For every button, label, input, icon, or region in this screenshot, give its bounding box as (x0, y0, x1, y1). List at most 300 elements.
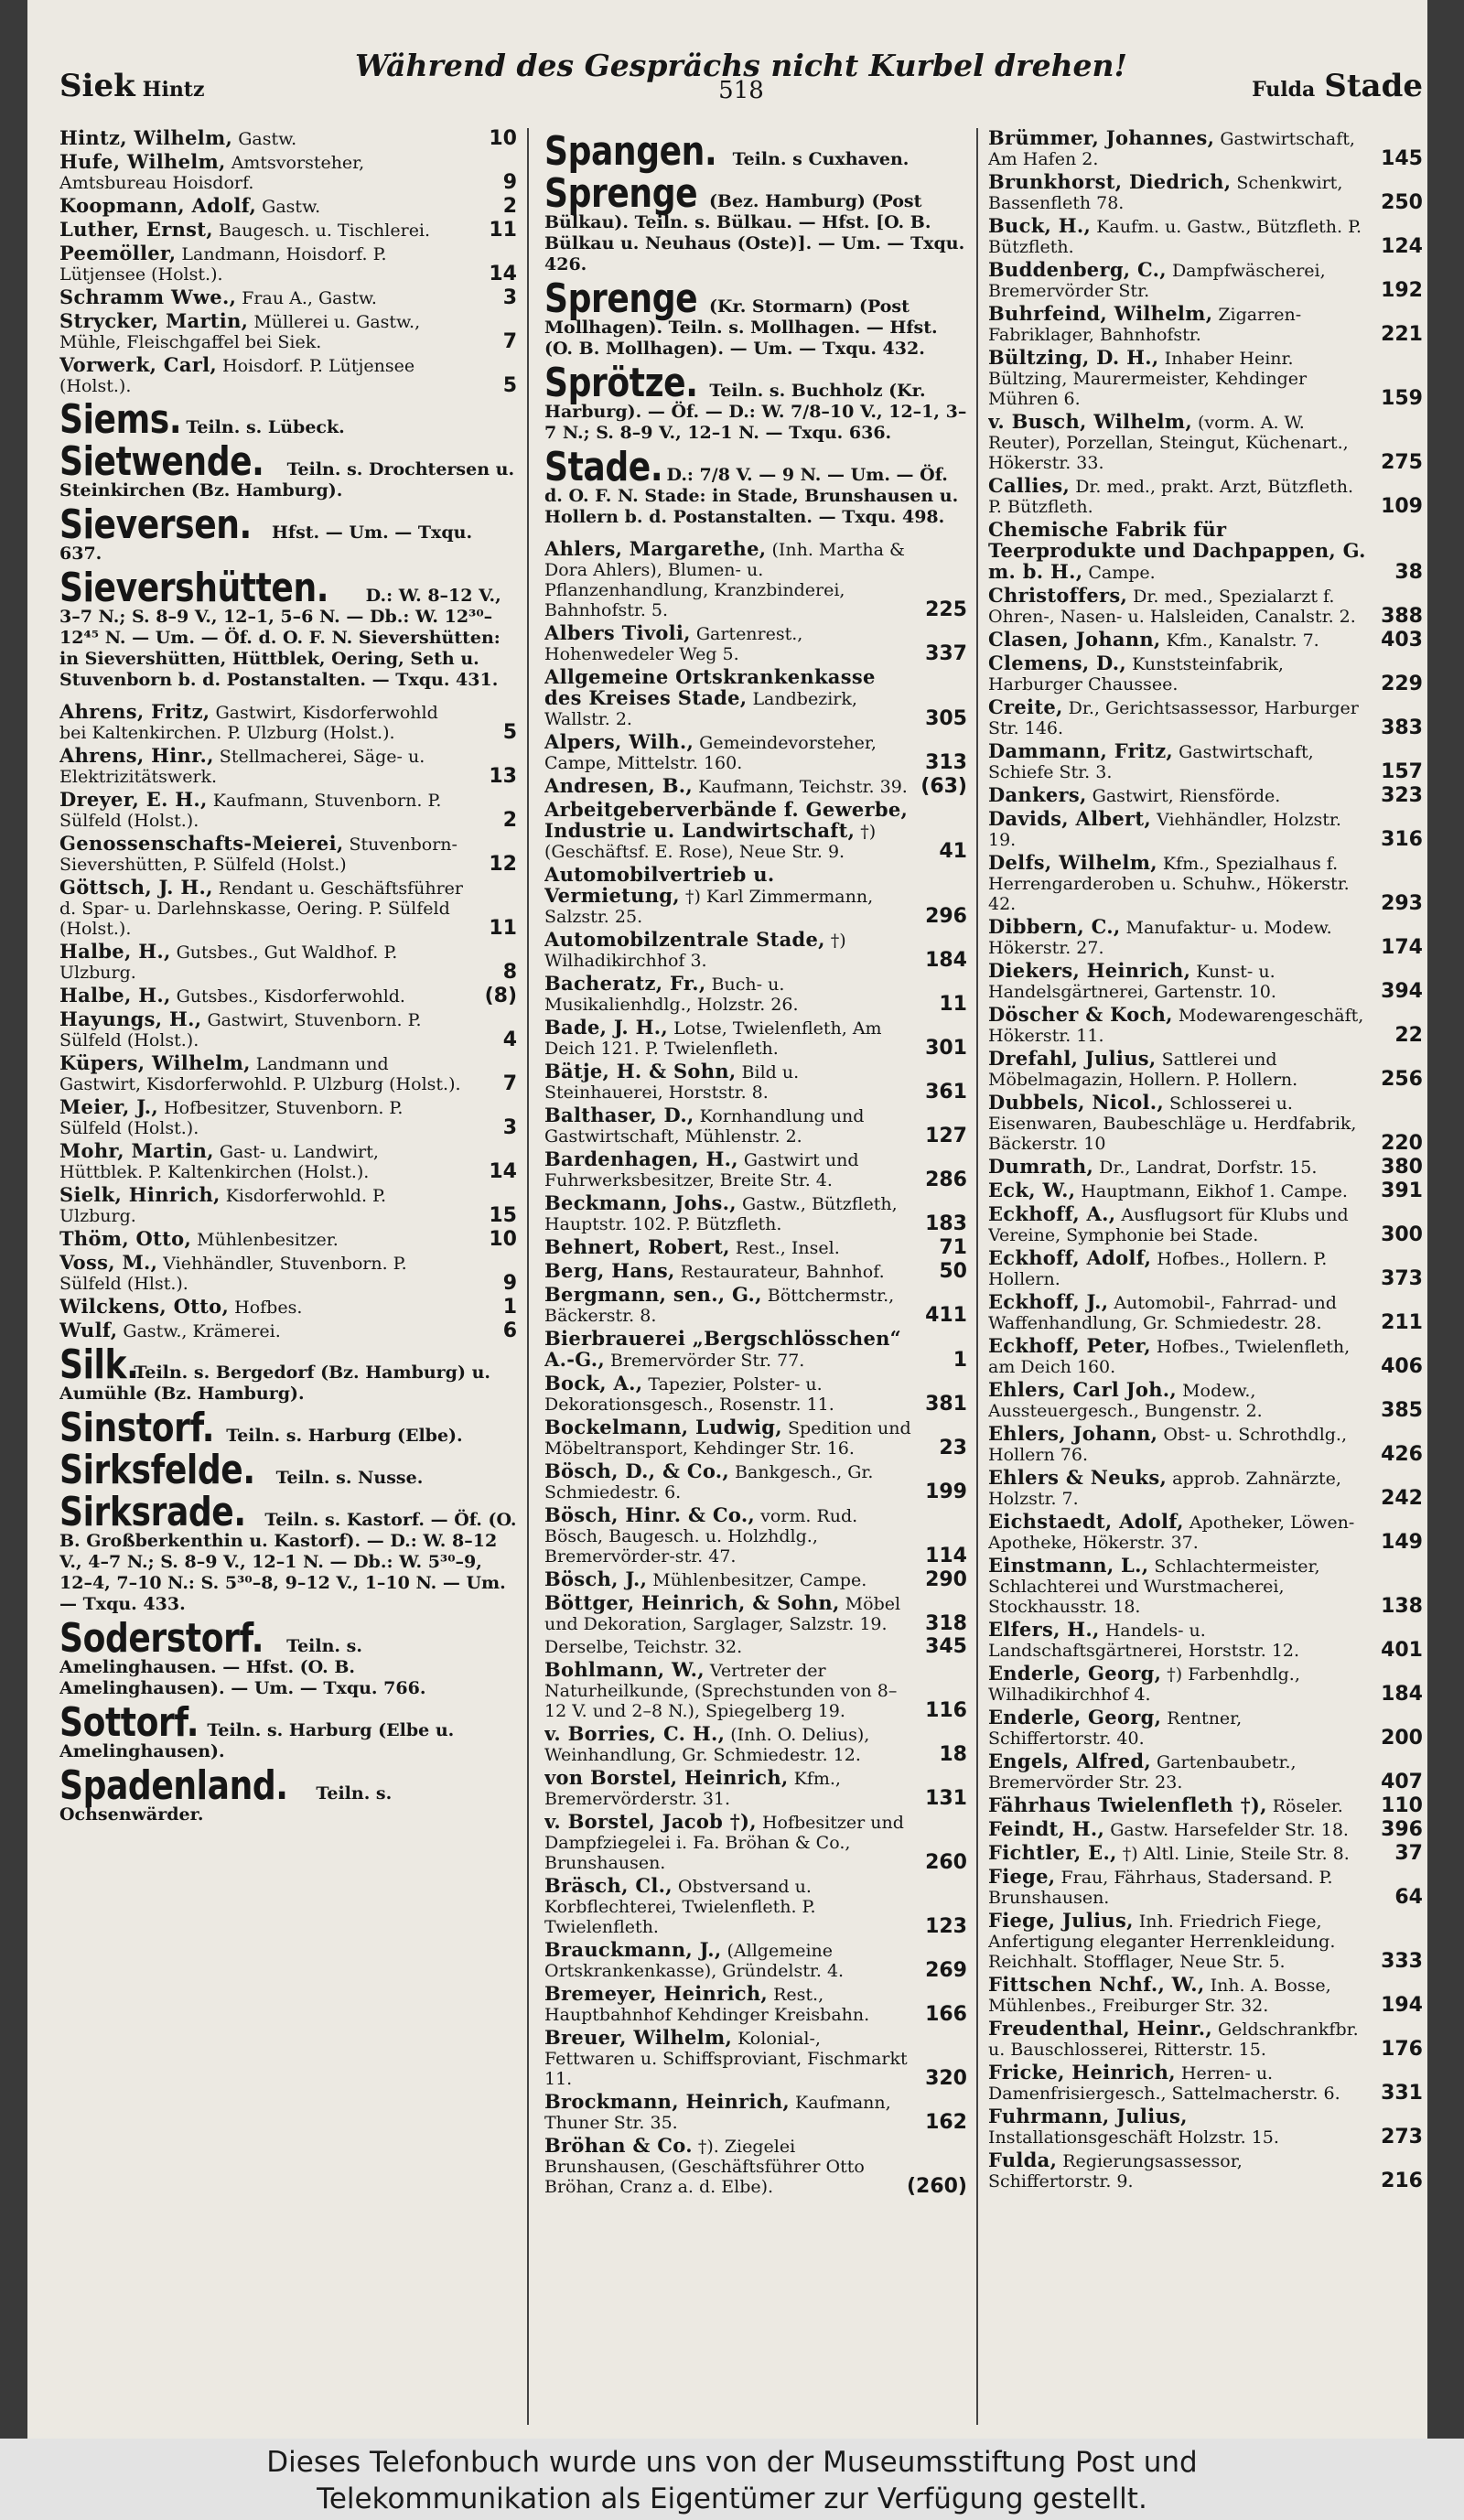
place-info: Hfst. — Um. — Txqu. 637. (59, 522, 473, 564)
subscriber-details: Gastwirtschaft, Schiefe Str. 3. (988, 742, 1314, 782)
subscriber-entry (59, 1253, 517, 1294)
subscriber-entry (988, 1751, 1423, 1793)
subscriber-details: Hofbes. (234, 1298, 303, 1318)
phone-number: 50 (939, 1260, 967, 1283)
subscriber-entry (544, 865, 967, 927)
subscriber-entry (59, 1320, 517, 1341)
subscriber-details: Kaufmann, Thuner Str. 35. (544, 2093, 891, 2133)
subscriber-entry (988, 1005, 1423, 1046)
phone-number: 3 (502, 1116, 517, 1139)
subscriber-entry (988, 1049, 1423, 1090)
phone-number: 131 (925, 1787, 967, 1810)
phone-number: 273 (1381, 2126, 1423, 2148)
place-heading (59, 1489, 517, 1615)
subscriber-name: Göttsch, J. H., (59, 876, 213, 899)
subscriber-details: Hauptmann, Eikhof 1. Campe. (1081, 1181, 1348, 1201)
subscriber-details: Hofbes., Twielenfleth, am Deich 160. (988, 1337, 1351, 1377)
subscriber-entry (544, 930, 967, 971)
subscriber-entry (544, 1461, 967, 1502)
subscriber-name: Hintz, Wilhelm, (59, 128, 233, 149)
subscriber-entry (59, 1097, 517, 1138)
phone-number: 2 (502, 809, 517, 832)
phone-number: 361 (925, 1081, 967, 1104)
subscriber-details: Baugesch. u. Tischlerei. (218, 221, 431, 241)
phone-number: 396 (1381, 1818, 1423, 1841)
phone-number: 316 (1381, 828, 1423, 851)
phone-number: 192 (1381, 279, 1423, 302)
subscriber-name: Dubbels, Nicol., (988, 1091, 1164, 1114)
phone-number: 9 (502, 1272, 517, 1295)
subscriber-details: Obstversand u. Korbflechterei, Twielenfleth. P. Twielenfleth. (544, 1877, 816, 1937)
place-info: Teiln. s. Kastorf. — Öf. (O. B. Großberkenthin u. Kastorf). — D.: W. 8–12 V., 4–7 N.; S. 8–9 V., 12–1 N. — Db.: W. 5³⁰–9, 12–4, 7–10 N.: S. 5³⁰–8, 9–12 V., 1–10 N. — Um. — Txqu. 433. (59, 1510, 517, 1614)
subscriber-name: Drefahl, Julius, (988, 1047, 1157, 1070)
place-info: Teiln. s. Bergedorf (Bz. Hamburg) u. Aumühle (Bz. Hamburg). (59, 1362, 490, 1404)
subscriber-entry (988, 1867, 1423, 1908)
phone-number: 184 (1381, 1683, 1423, 1706)
page-header (59, 48, 1423, 110)
subscriber-name: Luther, Ernst, (59, 218, 213, 241)
subscriber-entry (544, 1637, 967, 1657)
subscriber-details: Hofbes., Hollern. P. Hollern. (988, 1249, 1328, 1289)
subscriber-name: Küpers, Wilhelm, (59, 1051, 251, 1074)
subscriber-name: Ahrens, Fritz, (59, 700, 210, 723)
subscriber-details: Viehhändler, Holzstr. 19. (988, 810, 1341, 850)
footer-line-2: Telekommunikation als Eigentümer zur Verfügung gestellt. (317, 2482, 1147, 2515)
subscriber-name: Berg, Hans, (544, 1259, 675, 1282)
subscriber-details: Sattlerei und Möbelmagazin, Hollern. P. Hollern. (988, 1050, 1298, 1090)
subscriber-details: Dr., Gerichtsassessor, Harburger Str. 146. (988, 698, 1359, 738)
place-heading (59, 1762, 517, 1825)
phone-number: 331 (1381, 2082, 1423, 2105)
phone-number: 114 (925, 1545, 967, 1567)
subscriber-entry (59, 1297, 517, 1318)
phone-number: 11 (489, 219, 517, 242)
subscriber-name: Eckhoff, Adolf, (988, 1246, 1152, 1269)
phone-number: 11 (939, 993, 967, 1016)
subscriber-entry (59, 287, 517, 308)
subscriber-name: Callies, (988, 474, 1071, 497)
phone-number: 229 (1381, 673, 1423, 695)
place-name: Sprötze. (544, 360, 698, 406)
subscriber-details: Gastwirt und Fuhrwerksbesitzer, Breite Str. 4. (544, 1150, 859, 1190)
subscriber-name: Strycker, Martin, (59, 309, 249, 332)
subscriber-details: approb. Zahnärzte, Holzstr. 7. (988, 1469, 1341, 1509)
subscriber-name: Schramm Wwe., (59, 285, 237, 308)
subscriber-entry (59, 985, 517, 1007)
phone-number: 5 (502, 721, 517, 744)
subscriber-entry (544, 800, 967, 862)
subscriber-name: Automobilvertrieb u. Vermietung, (544, 863, 775, 907)
page-number: 518 (718, 77, 764, 104)
place-heading (59, 1699, 517, 1762)
subscriber-details: Landbezirk, Wallstr. 2. (544, 689, 857, 729)
header-left-place: Siek (59, 68, 135, 104)
phone-number: 200 (1381, 1727, 1423, 1750)
phone-number: 162 (925, 2111, 967, 2134)
place-heading (544, 170, 967, 275)
phone-number: 220 (1381, 1132, 1423, 1155)
subscriber-details: Lotse, Twielenfleth, Am Deich 121. P. Twielenfleth. (544, 1018, 882, 1059)
subscriber-details: vorm. Rud. Bösch, Baugesch. u. Holzhdlg., Bremervörder-str. 47. (544, 1506, 858, 1567)
subscriber-details: Hofbesitzer, Stuvenborn. P. Sülfeld (Holst.). (59, 1098, 404, 1138)
subscriber-details: Stellmacherei, Säge- u. Elektrizitätswerk. (59, 747, 425, 787)
subscriber-name: Einstmann, L., (988, 1554, 1149, 1577)
subscriber-details: Mühlenbesitzer, Campe. (652, 1570, 867, 1590)
subscriber-name: v. Borries, C. H., (544, 1722, 726, 1745)
subscriber-name: Behnert, Robert, (544, 1235, 730, 1258)
subscriber-details: Gastwirt, Riensförde. (1092, 786, 1281, 806)
subscriber-details: Herren- u. Damenfrisiergesch., Sattelmacherstr. 6. (988, 2063, 1340, 2104)
subscriber-details: Mühlenbesitzer. (197, 1230, 339, 1250)
place-heading (544, 360, 967, 444)
place-heading (59, 438, 517, 501)
subscriber-details: Gastw., Bützfleth, Hauptstr. 102. P. Bützfleth. (544, 1194, 898, 1234)
phone-number: 216 (1381, 2170, 1423, 2192)
phone-number: 391 (1381, 1179, 1423, 1202)
phone-number: 211 (1381, 1311, 1423, 1334)
phone-number: 406 (1381, 1355, 1423, 1378)
subscriber-name: Elfers, H., (988, 1618, 1100, 1641)
place-name: Stade. (544, 444, 663, 490)
subscriber-name: Clemens, D., (988, 652, 1127, 674)
subscriber-details: Stuvenborn-Sievershütten, P. Sülfeld (Holst.) (59, 835, 458, 875)
phone-number: 411 (925, 1304, 967, 1327)
phone-number: 12 (489, 853, 517, 876)
phone-number: 225 (925, 598, 967, 621)
subscriber-name: Bacheratz, Fr., (544, 972, 706, 995)
phone-number: 110 (1381, 1794, 1423, 1817)
subscriber-details: Landmann, Hoisdorf. P. Lütjensee (Holst.). (59, 244, 387, 285)
place-heading (59, 501, 517, 565)
subscriber-entry (988, 2106, 1423, 2148)
subscriber-details: Zigarren-Fabriklager, Bahnhofstr. (988, 305, 1302, 345)
phone-number: 407 (1381, 1771, 1423, 1793)
phone-number: 127 (925, 1125, 967, 1147)
subscriber-name: Bohlmann, W., (544, 1658, 705, 1681)
place-heading (544, 444, 967, 528)
subscriber-entry (988, 1843, 1423, 1864)
subscriber-details: (Inh. O. Delius), Weinhandlung, Gr. Schmiedestr. 12. (544, 1725, 870, 1765)
subscriber-name: Bremeyer, Heinrich, (544, 1982, 769, 2005)
place-name: Siems. (59, 396, 182, 443)
subscriber-entry (544, 623, 967, 664)
subscriber-entry (988, 304, 1423, 345)
subscriber-entry (988, 2019, 1423, 2060)
subscriber-details: Dr., Landrat, Dorfstr. 15. (1099, 1158, 1318, 1178)
subscriber-name: Dreyer, E. H., (59, 788, 208, 811)
subscriber-details: Campe. (1088, 563, 1156, 583)
phone-number: 145 (1381, 147, 1423, 170)
phone-number: 300 (1381, 1223, 1423, 1246)
subscriber-entry (59, 220, 517, 241)
place-info: Teiln. s Cuxhaven. (732, 149, 910, 169)
subscriber-details: Gastw. Harsefelder Str. 18. (1110, 1820, 1349, 1840)
subscriber-entry (59, 1185, 517, 1226)
header-notice: Während des Gesprächs nicht Kurbel drehen! (354, 48, 1128, 83)
subscriber-details: Kornhandlung und Gastwirtschaft, Mühlenstr. 2. (544, 1106, 865, 1147)
subscriber-name: Bröhan & Co. (544, 2134, 693, 2157)
subscriber-details: Regierungsassessor, Schiffertorstr. 9. (988, 2151, 1243, 2192)
phone-number: 286 (925, 1168, 967, 1191)
subscriber-details: Rest., Hauptbahnhof Kehdinger Kreisbahn. (544, 1985, 870, 2025)
subscriber-details: Gutsbes., Gut Waldhof. P. Ulzburg. (59, 942, 398, 983)
subscriber-name: Bardenhagen, H., (544, 1147, 738, 1170)
subscriber-details: Ausflugsort für Klubs und Vereine, Symphonie bei Stade. (988, 1205, 1349, 1245)
subscriber-name: Bätje, H. & Sohn, (544, 1060, 737, 1082)
phone-number: 293 (1381, 892, 1423, 915)
subscriber-name: Arbeitgeberverbände f. Gewerbe, Industrie u. Landwirtschaft, (544, 798, 909, 842)
phone-number: 123 (925, 1915, 967, 1938)
phone-number: 345 (925, 1635, 967, 1658)
subscriber-name: Hufe, Wilhelm, (59, 150, 226, 173)
subscriber-entry (544, 1768, 967, 1809)
subscriber-entry (59, 878, 517, 939)
subscriber-details: Bremervörder Str. 77. (609, 1351, 805, 1371)
subscriber-details: Obst- u. Schrothdlg., Hollern 76. (988, 1425, 1348, 1465)
subscriber-details: Frau A., Gastw. (242, 288, 377, 308)
subscriber-details: Gastwirt, Kisdorferwohld bei Kaltenkirchen. P. Ulzburg (Holst.). (59, 703, 438, 743)
subscriber-name: Eck, W., (988, 1179, 1076, 1201)
place-name: Sieversen. (59, 501, 252, 548)
subscriber-name: Genossenschafts-Meierei, (59, 832, 344, 855)
phone-number: 11 (489, 917, 517, 940)
subscriber-entry (544, 1417, 967, 1459)
subscriber-entry (988, 1157, 1423, 1178)
subscriber-details: Amtsvorsteher, Amtsbureau Hoisdorf. (59, 153, 365, 193)
phone-number: 380 (1381, 1156, 1423, 1179)
subscriber-details: Dr. med., Spezialarzt f. Ohren-, Nasen- u. Halsleiden, Canalstr. 2. (988, 587, 1356, 627)
phone-number: 256 (1381, 1068, 1423, 1091)
place-heading (59, 1341, 517, 1405)
subscriber-details: †) Farbenhdlg., Wilhadikirchhof 4. (988, 1664, 1300, 1705)
phone-number: 323 (1381, 784, 1423, 807)
place-name: Sottorf. (59, 1699, 199, 1746)
subscriber-name: Fiege, Julius, (988, 1909, 1134, 1932)
subscriber-name: Dammann, Fritz, (988, 739, 1174, 762)
subscriber-entry (988, 961, 1423, 1002)
subscriber-name: Bierbrauerei „Bergschlösschen“ A.-G., (544, 1327, 902, 1371)
subscriber-name: Ahlers, Margarethe, (544, 537, 767, 560)
subscriber-entry (544, 1984, 967, 2025)
place-name: Silk. (59, 1341, 139, 1388)
subscriber-details: Modewarengeschäft, Hökerstr. 11. (988, 1006, 1364, 1046)
phone-number: 64 (1394, 1886, 1423, 1909)
place-name: Spadenland. (59, 1762, 288, 1809)
subscriber-entry (988, 1795, 1423, 1816)
subscriber-entry (988, 653, 1423, 695)
phone-number: 4 (502, 1028, 517, 1051)
subscriber-entry (988, 809, 1423, 850)
phone-number: 426 (1381, 1443, 1423, 1466)
subscriber-entry (988, 1248, 1423, 1289)
subscriber-entry (988, 697, 1423, 738)
phone-number: 37 (1394, 1842, 1423, 1865)
subscriber-entry (59, 355, 517, 396)
subscriber-name: Halbe, H., (59, 940, 171, 963)
subscriber-entry (988, 741, 1423, 782)
subscriber-name: Bösch, D., & Co., (544, 1459, 729, 1482)
subscriber-details: Gastwirt, Stuvenborn. P. Sülfeld (Holst.). (59, 1010, 422, 1050)
subscriber-name: Bösch, J., (544, 1567, 648, 1590)
subscriber-details: Gartenbaubetr., Bremervörder Str. 23. (988, 1752, 1297, 1793)
subscriber-entry (544, 2136, 967, 2197)
subscriber-details: Manufaktur- u. Modew. Hökerstr. 27. (988, 918, 1332, 958)
place-info: D.: 7/8 V. — 9 N. — Um. — Öf. d. O. F. N. Stade: in Stade, Brunshausen u. Hollern b. d. Postanstalten. — Txqu. 498. (544, 465, 959, 527)
subscriber-entry (988, 172, 1423, 213)
subscriber-name: Bergmann, sen., G., (544, 1283, 762, 1306)
phone-number: (260) (906, 2175, 967, 2198)
subscriber-details: Inh. Friedrich Fiege, Anfertigung eleganter Herrenkleidung. Reichhalt. Stofflager, Neue Str. 5. (988, 1912, 1336, 1972)
subscriber-name: Vorwerk, Carl, (59, 353, 217, 376)
subscriber-entry (59, 834, 517, 875)
phone-number: 5 (502, 374, 517, 397)
phone-number: 199 (925, 1481, 967, 1503)
subscriber-details: Dr. med., prakt. Arzt, Bützfleth. P. Bützfleth. (988, 477, 1354, 517)
subscriber-details: Installationsgeschäft Holzstr. 15. (988, 2127, 1279, 2148)
subscriber-entry (544, 1105, 967, 1147)
phone-number: 296 (925, 905, 967, 928)
subscriber-name: Christoffers, (988, 584, 1128, 607)
header-left-name: Hintz (142, 78, 205, 102)
phone-number: 10 (489, 1228, 517, 1251)
subscriber-name: Freudenthal, Heinr., (988, 2017, 1212, 2040)
phone-number: 18 (939, 1743, 967, 1766)
place-info: Teiln. s. Nusse. (275, 1468, 424, 1488)
phone-number: 269 (925, 1959, 967, 1982)
subscriber-name: Hayungs, H., (59, 1007, 202, 1030)
subscriber-entry (544, 1593, 967, 1634)
subscriber-entry (988, 785, 1423, 806)
subscriber-details: †) Wilhadikirchhof 3. (544, 931, 846, 971)
subscriber-entry (544, 2092, 967, 2133)
place-name: Sievershütten. (59, 565, 329, 611)
subscriber-details: Gartenrest., Hohenwedeler Weg 5. (544, 624, 803, 664)
subscriber-name: Wulf, (59, 1319, 118, 1341)
place-info: (Bez. Hamburg) (Post Bülkau). Teiln. s. Bülkau. — Hfst. [O. B. Bülkau u. Neuhaus (Oste)]. — Um. — Txqu. 426. (544, 191, 965, 275)
subscriber-name: Ehlers, Carl Joh., (988, 1378, 1178, 1401)
phone-number: (8) (484, 985, 517, 1007)
subscriber-details: Bankgesch., Gr. Schmiedestr. 6. (544, 1462, 874, 1502)
subscriber-entry (544, 539, 967, 620)
subscriber-entry (988, 917, 1423, 958)
phone-number: 13 (489, 765, 517, 788)
subscriber-entry (988, 1204, 1423, 1245)
phone-number: 383 (1381, 716, 1423, 739)
phone-number: 166 (925, 2003, 967, 2026)
phone-number: 14 (489, 263, 517, 285)
subscriber-entry (544, 1373, 967, 1415)
phone-number: 313 (925, 751, 967, 774)
phone-number: 3 (502, 286, 517, 309)
subscriber-details: Apotheker, Löwen-Apotheke, Hökerstr. 37. (988, 1513, 1355, 1553)
subscriber-details: †). Ziegelei Brunshausen, (Geschäftsführer Otto Bröhan, Cranz a. d. Elbe). (544, 2137, 865, 2197)
subscriber-entry (988, 1911, 1423, 1972)
subscriber-name: Meier, J., (59, 1095, 159, 1118)
subscriber-details: Landmann und Gastwirt, Kisdorferwohld. P. Ulzburg (Holst.). (59, 1054, 461, 1094)
subscriber-entry (988, 1424, 1423, 1465)
header-right-keyword (1252, 68, 1423, 104)
footer-line-1: Dieses Telefonbuch wurde uns von der Museumsstiftung Post und (266, 2446, 1198, 2479)
subscriber-details: Dampfwäscherei, Bremervörder Str. (988, 261, 1326, 301)
subscriber-details: Kaufmann, Teichstr. 39. (698, 777, 908, 797)
subscriber-entry (544, 667, 967, 729)
phone-number: 22 (1394, 1024, 1423, 1047)
phone-number: 14 (489, 1160, 517, 1183)
subscriber-name: Buck, H., (988, 214, 1092, 237)
subscriber-details: Tapezier, Polster- u. Dekorationsgesch., Rosenstr. 11. (544, 1374, 834, 1415)
subscriber-name: Böttger, Heinrich, & Sohn, (544, 1591, 840, 1614)
phone-number: 9 (502, 171, 517, 194)
subscriber-entry (988, 260, 1423, 301)
subscriber-details: Schlosserei u. Eisenwaren, Baubeschläge u. Herdfabrik, Bäckerstr. 10 (988, 1093, 1357, 1154)
subscriber-entry (544, 1724, 967, 1765)
subscriber-details: Kaufm. u. Gastw., Bützfleth. P. Bützfleth. (988, 217, 1362, 257)
subscriber-entry (59, 152, 517, 193)
subscriber-details: Gutsbes., Kisdorferwohld. (176, 986, 405, 1007)
subscriber-entry (544, 974, 967, 1015)
subscriber-entry (544, 1061, 967, 1103)
place-name: Sprenge (544, 275, 698, 322)
subscriber-name: Dumrath, (988, 1155, 1094, 1178)
subscriber-name: Breuer, Wilhelm, (544, 2026, 733, 2049)
phone-number: 194 (1381, 1994, 1423, 2017)
subscriber-details: Modew., Aussteuergesch., Bungenstr. 2. (988, 1381, 1263, 1421)
subscriber-entry (988, 128, 1423, 169)
subscriber-details: Gastw., Krämerei. (123, 1321, 281, 1341)
subscriber-name: Wilckens, Otto, (59, 1295, 230, 1318)
archive-footer (0, 2439, 1464, 2520)
subscriber-details: Rendant u. Geschäftsführer d. Spar- u. Darlehnskasse, Oering. P. Sülfeld (Holst.). (59, 878, 463, 939)
subscriber-details: Gastw. (238, 129, 297, 149)
subscriber-entry (988, 1093, 1423, 1154)
subscriber-entry (988, 1819, 1423, 1840)
subscriber-details: Böttchermstr., Bäckerstr. 8. (544, 1286, 895, 1326)
place-name: Sietwende. (59, 438, 264, 485)
phone-number: 184 (925, 949, 967, 972)
subscriber-name: Buddenberg, C., (988, 258, 1167, 281)
phone-number: (63) (920, 775, 967, 798)
subscriber-name: Bade, J. H., (544, 1016, 669, 1039)
subscriber-name: Balthaser, D., (544, 1104, 694, 1126)
subscriber-details: Automobil-, Fahrrad- und Waffenhandlung, Gr. Schmiedestr. 28. (988, 1293, 1337, 1333)
subscriber-entry (988, 586, 1423, 627)
subscriber-name: Fichtler, E., (988, 1841, 1117, 1864)
subscriber-name: Automobilzentrale Stade, (544, 928, 825, 951)
column-divider (976, 128, 978, 2425)
phonebook-page (27, 0, 1427, 2439)
phone-number: 6 (502, 1319, 517, 1342)
phone-number: 221 (1381, 323, 1423, 346)
phone-number: 41 (939, 840, 967, 863)
subscriber-name: Brümmer, Johannes, (988, 128, 1215, 149)
place-info: Teiln. s. Harburg (Elbe u. Amelinghausen). (59, 1720, 455, 1761)
place-name: Spangen. (544, 128, 717, 175)
subscriber-details: Kunst- u. Handelsgärtnerei, Gartenstr. 10. (988, 962, 1276, 1002)
subscriber-details: †) Altl. Linie, Steile Str. 8. (1122, 1844, 1350, 1864)
subscriber-name: von Borstel, Heinrich, (544, 1766, 789, 1789)
subscriber-entry (544, 1018, 967, 1059)
subscriber-name: Halbe, H., (59, 984, 171, 1007)
subscriber-details: Hoisdorf. P. Lütjensee (Holst.). (59, 356, 415, 396)
subscriber-details: Kunststeinfabrik, Harburger Chaussee. (988, 654, 1284, 695)
phone-number: 1 (953, 1349, 967, 1372)
subscriber-name: Delfs, Wilhelm, (988, 851, 1157, 874)
phone-number: 381 (925, 1393, 967, 1416)
subscriber-entry (988, 348, 1423, 409)
phone-number: 7 (502, 330, 517, 353)
subscriber-entry (544, 1285, 967, 1326)
phone-number: 7 (502, 1072, 517, 1095)
